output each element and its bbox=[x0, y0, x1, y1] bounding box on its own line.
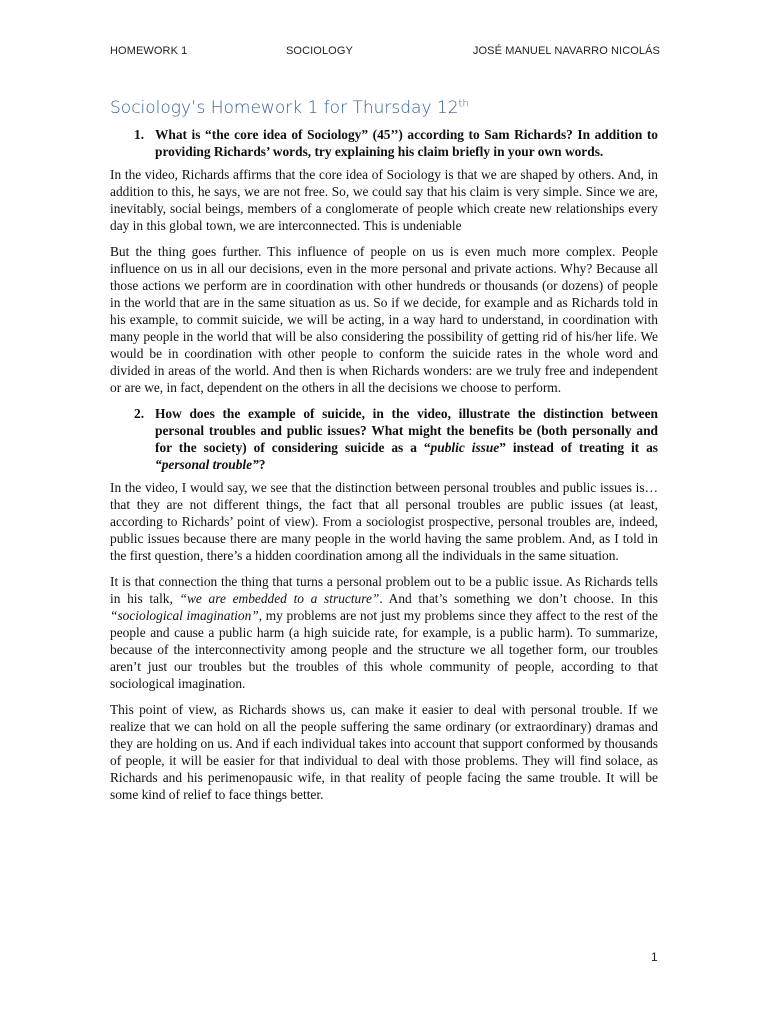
question-2 bbox=[134, 405, 658, 473]
question-2-text-part-a: How does the example of suicide, in the video, illustrate the distinction between personal troubles and public issues? What might the benefits be (both personally and for the society) of considering suicide as a “ bbox=[155, 406, 658, 455]
question-2-text-part-c: ? bbox=[258, 457, 266, 472]
question-2-text bbox=[155, 405, 658, 473]
answer-2-paragraph-2-part-b: . And that’s something we don’t choose. In this bbox=[379, 591, 659, 606]
quote-sociological-imagination: “sociological imagination” bbox=[110, 608, 259, 623]
page-title bbox=[110, 98, 469, 118]
question-1-number: 1. bbox=[134, 127, 145, 142]
question-1-text: What is “the core idea of Sociology” (45’’) according to Sam Richards? In addition to providing Richards’ words, try explaining his claim briefly in your own words. bbox=[155, 127, 658, 159]
answer-2-paragraph-2-part-a: It is that connection the thing that turns a personal problem out to be a public issue. As Richards tells in his talk, bbox=[110, 574, 658, 606]
answer-2-paragraph-3: This point of view, as Richards shows us, can make it easier to deal with personal trouble. If we realize that we can hold on all the people suffering the same ordinary (or extraordinary) dramas and they are holding on us. And if each individual takes into account that support conformed by thousands of people, it will be easier for that individual to deal with those problems. They will find solace, as Richards and his perimenopausic wife, in that reality of people facing the same trouble. It will be some kind of relief to face things better. bbox=[110, 702, 658, 802]
answer-2-paragraph-2-part-c: , my problems are not just my problems since they affect to the rest of the people and cause a public harm (a high suicide rate, for example, is a public harm). To summarize, because of the interconnectivity among people and the structure we all together form, our troubles aren’t just our troubles but the troubles of this whole community of people, according to that sociological imagination. bbox=[110, 608, 658, 691]
title-superscript: th bbox=[458, 98, 469, 110]
answer-1-paragraph-1: In the video, Richards affirms that the core idea of Sociology is that we are shaped by others. And, in addition to this, he says, we are not free. So, we could say that his claim is very simple. Since we are, inevitably, social beings, members of a conglomerate of people which create new relationships every day in this global town, we are interconnected. This is undeniable bbox=[110, 167, 658, 233]
header-middle: SOCIOLOGY bbox=[286, 45, 353, 57]
answer-1-paragraph-2: But the thing goes further. This influence of people on us is even much more complex. People influence on us in all our decisions, even in the more personal and private actions. Why? Because all those actions we perform are in coordination with other hundreds or thousands (or dozens) of people in the world that are in the same situation as us. So if we decide, for example and as Richards told in his example, to commit suicide, we will be acting, in a way hard to understand, in coordination with many people in the world that will be also considering the possibility of getting rid of his/her life. We would be in coordination with other people to conform the suicide rates in the whole word and divided in areas of the world. And then is when Richards wonders: are we truly free and independent or are we, in fact, dependent on the others in all the decisions we choose to perform. bbox=[110, 244, 658, 395]
document-body bbox=[110, 126, 658, 812]
answer-2-paragraph-2 bbox=[110, 573, 658, 692]
title-text: Sociology’s Homework 1 for Thursday 12 bbox=[110, 98, 459, 118]
question-1 bbox=[134, 126, 658, 160]
question-2-number: 2. bbox=[134, 406, 145, 421]
header-left: HOMEWORK 1 bbox=[110, 45, 188, 57]
question-2-text-part-b: ” instead of treating it as bbox=[499, 440, 658, 455]
answer-2-paragraph-1: In the video, I would say, we see that the distinction between personal troubles and public issues is… that they are not different things, the fact that all personal troubles are public issues (at least, according to Richards’ point of view). From a sociologist prospective, personal troubles are, indeed, public issues because there are many people in the world having the same problem. And, as I told in the first question, there’s a hidden coordination among all the individuals in the same situation. bbox=[110, 480, 658, 563]
question-2-italic-public-issue: public issue bbox=[430, 440, 500, 455]
header-right: JOSÉ MANUEL NAVARRO NICOLÁS bbox=[472, 45, 660, 57]
question-2-italic-personal-trouble: “personal trouble” bbox=[155, 457, 259, 472]
page-number: 1 bbox=[651, 950, 658, 964]
page-header bbox=[110, 45, 660, 61]
quote-embedded-structure: “we are embedded to a structure” bbox=[179, 591, 380, 606]
